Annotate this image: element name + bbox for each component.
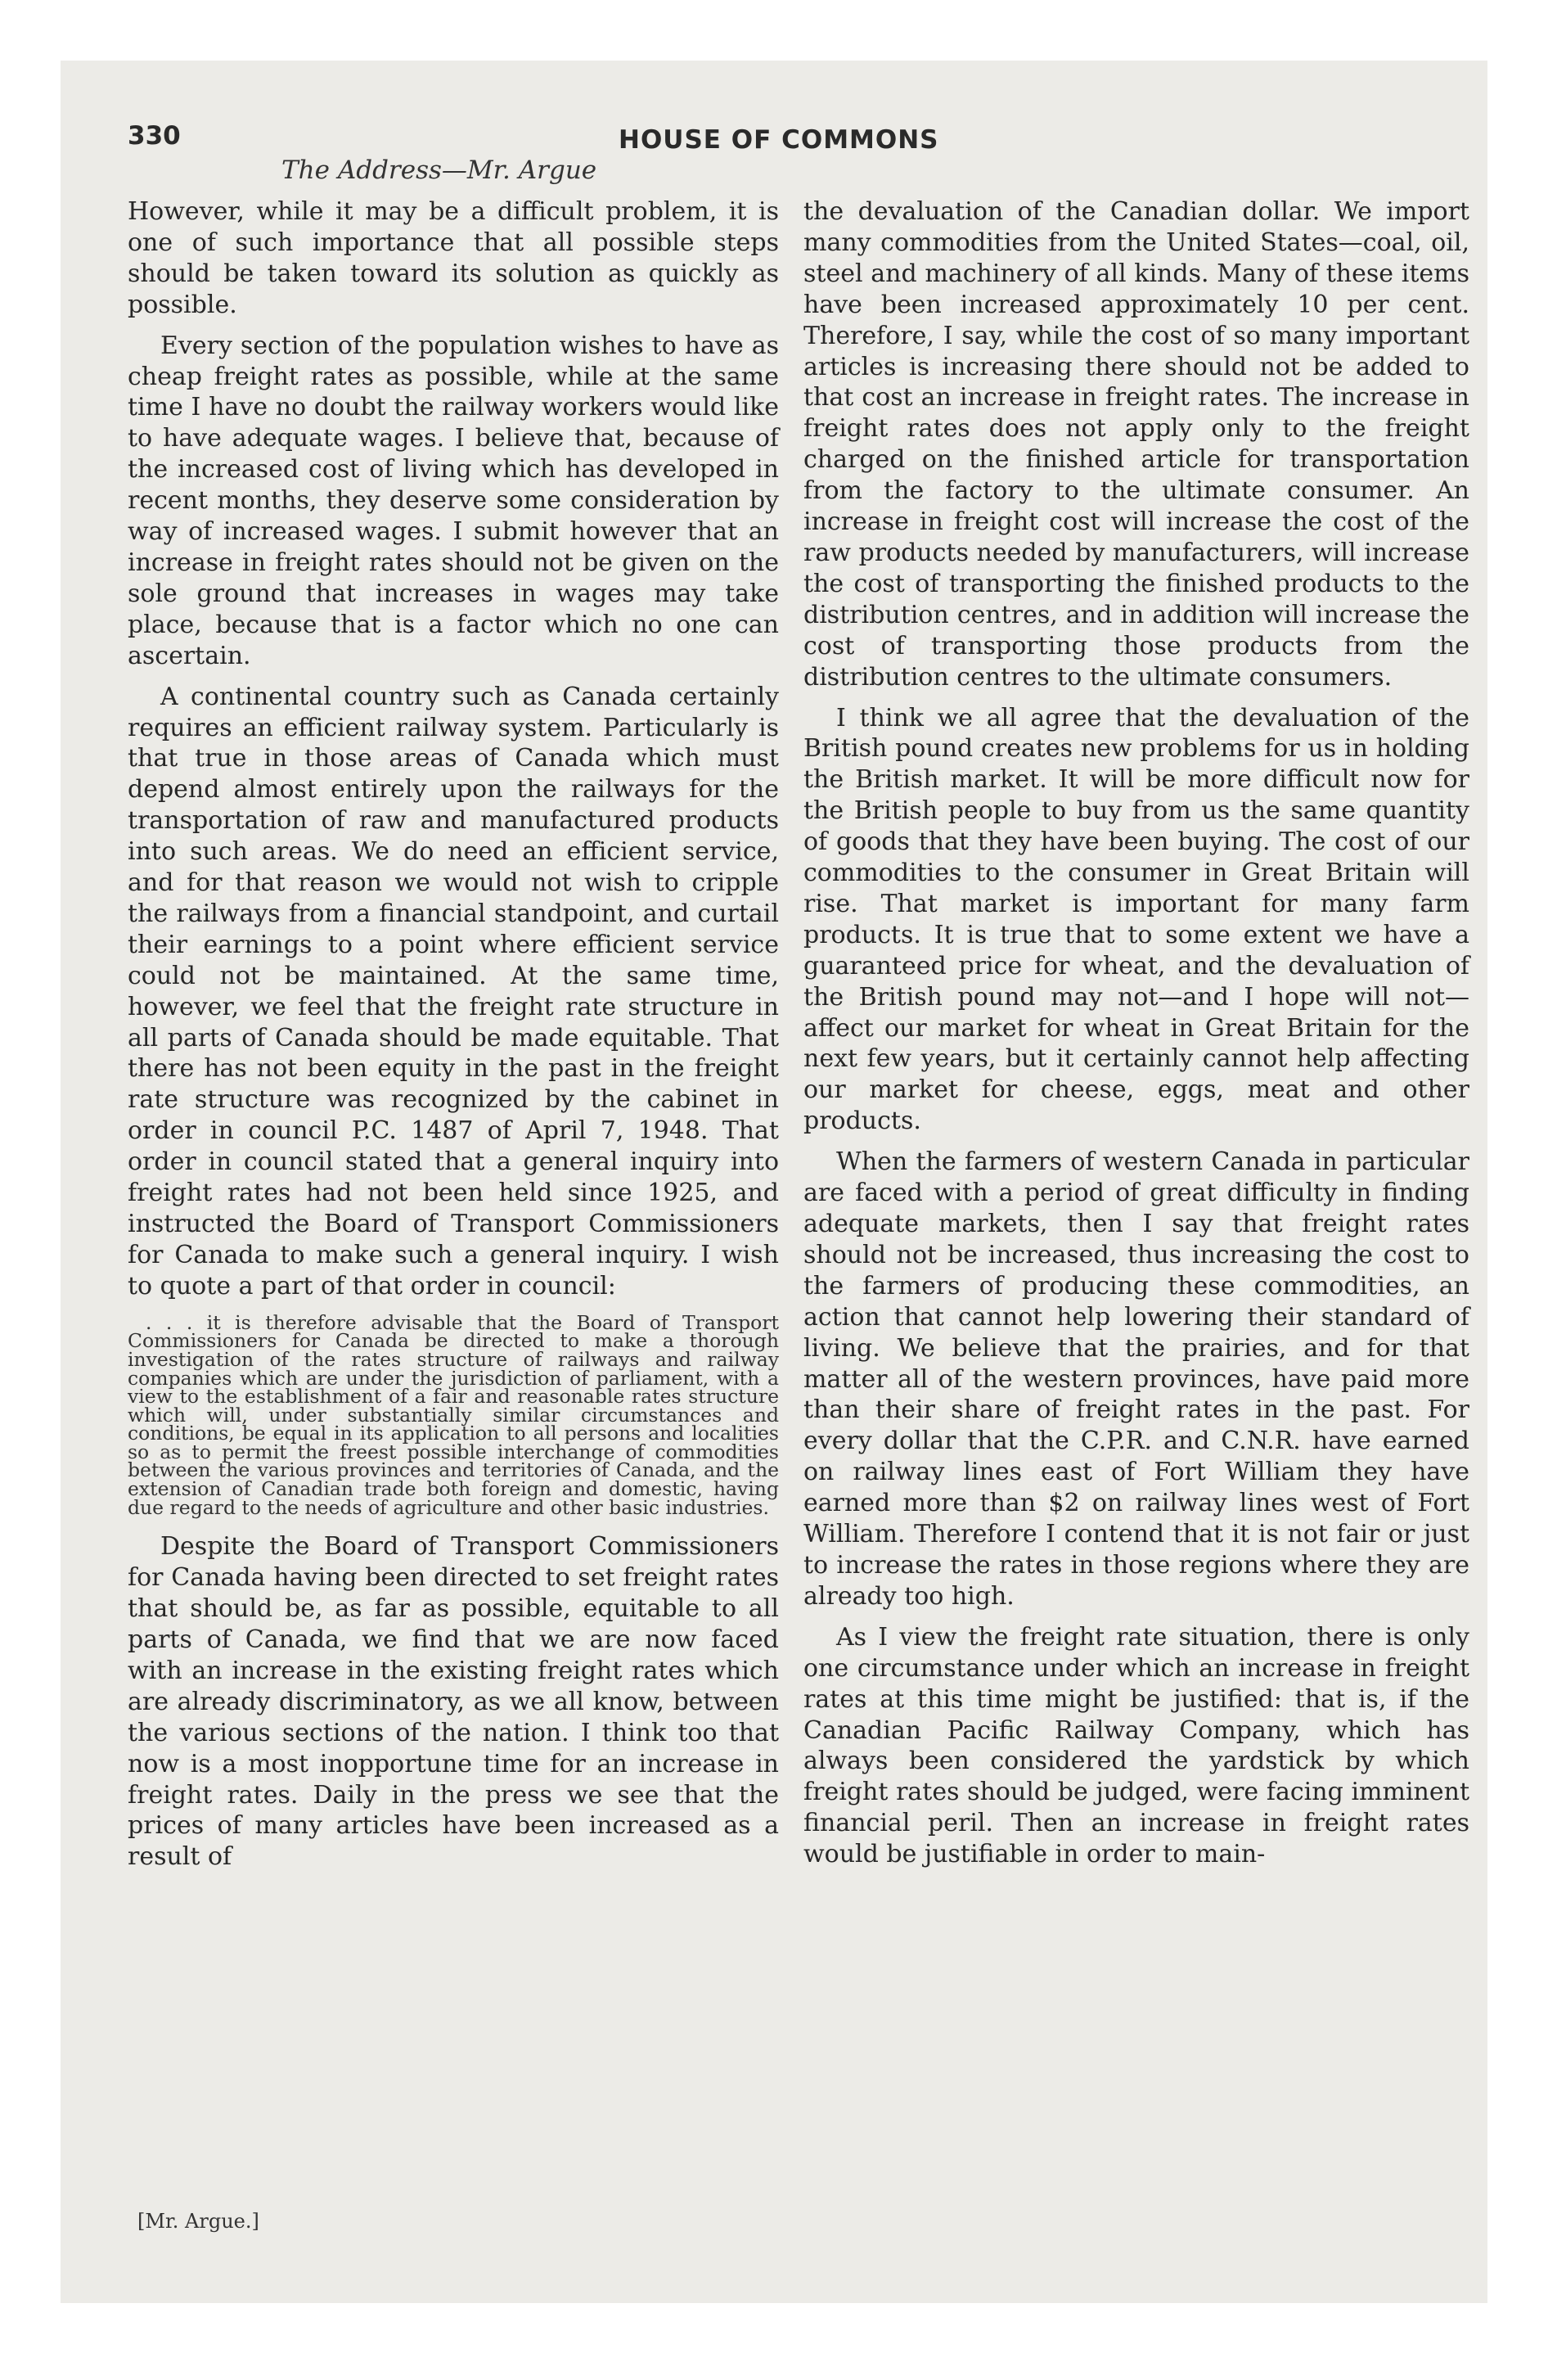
paragraph: A continental country such as Canada certainly requires an efficient railway system. Particularly is that true in those areas of Canada which must depend almost entirely upon the railways for the transportation of raw and manufactured products into such areas. We do need an efficient service, and for that reason we would not wish to cripple the railways from a financial standpoint, and curtail their earnings to a point where efficient service could not be maintained. At the same time, however, we feel that the freight rate structure in all parts of Canada should be made equitable. That there has not been equity in the past in the freight rate structure was recognized by the cabinet in order in council P.C. 1487 of April 7, 1948. That order in council stated that a general inquiry into freight rates had not been held since 1925, and instructed the Board of Transport Commissioners for Canada to make such a general inquiry. I wish to quote a part of that order in council: (128, 682, 779, 1300)
running-head: HOUSE OF COMMONS (619, 125, 939, 155)
block-quote: . . . it is therefore advisable that the Board of Transport Commissioners for Canada be directed to make a thorough investigation of the rates structure of railways and railway companies which are under the jurisdiction of parliament, with a view to the establishment of a fair and reasonable rates structure which will, under substantially similar circumstances and conditions, be equal in its application to all persons and localities so as to permit the freest possible interchange of commodities between the various provinces and territories of Canada, and the extension of Canadian trade both foreign and domestic, having due regard to the needs of agriculture and other basic industries. (128, 1310, 779, 1519)
paragraph: the devaluation of the Canadian dollar. We import many commodities from the United States—coal, oil, steel and machinery of all kinds. Many of these items have been increased approximately 10 per cent. Therefore, I say, while the cost of so many important articles is increasing there should not be added to that cost an increase in freight rates. The increase in freight rates does not apply only to the freight charged on the finished article for transportation from the factory to the ultimate consumer. An increase in freight cost will increase the cost of the raw products needed by manufacturers, will increase the cost of transporting the finished products to the distribution centres, and in addition will increase the cost of transporting those products from the distribution centres to the ultimate consumers. (803, 197, 1469, 692)
paragraph: When the farmers of western Canada in particular are faced with a period of great difficulty in finding adequate markets, then I say that freight rates should not be increased, thus increasing the cost to the farmers of producing these commodities, an action that cannot help lowering their standard of living. We believe that the prairies, and for that matter all of the western provinces, have paid more than their share of freight rates in the past. For every dollar that the C.P.R. and C.N.R. have earned on railway lines east of Fort William they have earned more than $2 on railway lines west of Fort William. Therefore I contend that it is not fair or just to increase the rates in those regions where they are already too high. (803, 1147, 1469, 1611)
paragraph: As I view the freight rate situation, there is only one circumstance under which an increase in freight rates at this time might be justified: that is, if the Canadian Pacific Railway Company, which has always been considered the yardstick by which freight rates should be judged, were facing imminent financial peril. Then an increase in freight rates would be justifiable in order to main- (803, 1622, 1469, 1869)
paragraph: Every section of the population wishes to have as cheap freight rates as possible, while at the same time I have no doubt the railway workers would like to have adequate wages. I believe that, because of the increased cost of living which has developed in recent months, they deserve some consideration by way of increased wages. I submit however that an increase in freight rates should not be given on the sole ground that increases in wages may take place, because that is a factor which no one can ascertain. (128, 331, 779, 670)
page-number: 330 (128, 121, 181, 151)
paragraph: Despite the Board of Transport Commissioners for Canada having been directed to set freight rates that should be, as far as possible, equitable to all parts of Canada, we find that we are now faced with an increase in the existing freight rates which are already discriminatory, as we all know, between the various sections of the nation. I think too that now is a most inopportune time for an increase in freight rates. Daily in the press we see that the prices of many articles have been increased as a result of (128, 1532, 779, 1872)
left-column (128, 196, 779, 1882)
paragraph: However, while it may be a difficult problem, it is one of such importance that all possible steps should be taken toward its solution as quickly as possible. (128, 197, 779, 319)
paragraph: I think we all agree that the devaluation of the British pound creates new problems for us in holding the British market. It will be more difficult now for the British people to buy from us the same quantity of goods that they have been buying. The cost of our commodities to the consumer in Great Britain will rise. That market is important for many farm products. It is true that to some extent we have a guaranteed price for wheat, and the devaluation of the British pound may not—and I hope will not—affect our market for wheat in Great Britain for the next few years, but it certainly cannot help affecting our market for cheese, eggs, meat and other products. (803, 703, 1469, 1136)
right-column (803, 196, 1469, 1880)
speaker-footer: [Mr. Argue.] (137, 2210, 259, 2233)
subhead: The Address—Mr. Argue (281, 156, 597, 185)
